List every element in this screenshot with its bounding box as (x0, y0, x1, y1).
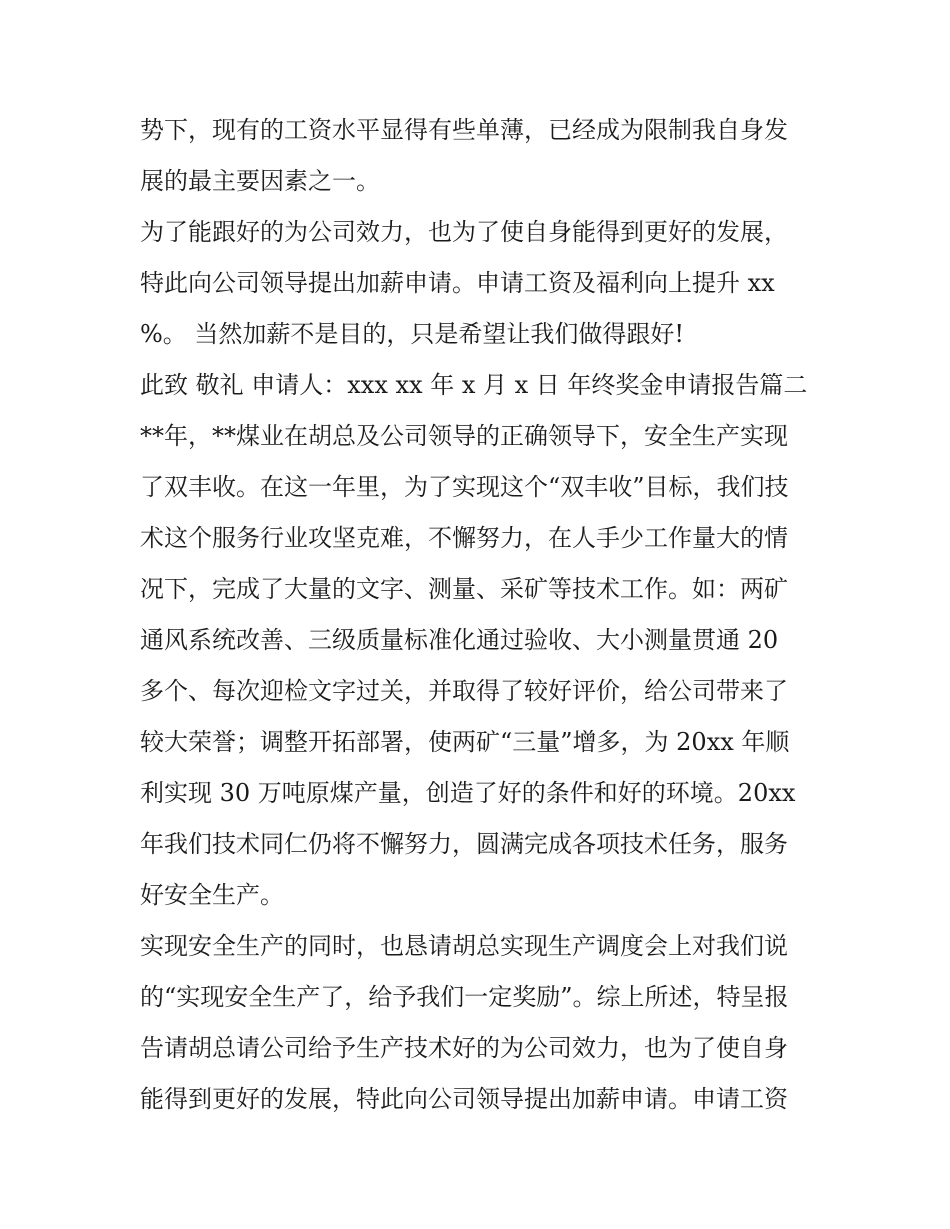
text-line-20: 能得到更好的发展，特此向公司领导提出加薪申请。申请工资 (140, 1085, 788, 1113)
text-line-14: 利实现 30 万吨原煤产量，创造了好的条件和好的环境。20xx (140, 779, 796, 807)
text-line-1: 势下，现有的工资水平显得有些单薄，已经成为限制我自身发 (140, 116, 788, 144)
body-text (140, 105, 830, 1125)
text-line-9: 术这个服务行业攻坚克难，不懈努力，在人手少工作量大的情 (140, 524, 788, 552)
text-line-13: 较大荣誉；调整开拓部署，使两矿“三量”增多，为 20xx 年顺 (140, 728, 790, 756)
text-line-10: 况下，完成了大量的文字、测量、采矿等技术工作。如：两矿 (140, 575, 788, 603)
text-line-11: 通风系统改善、三级质量标准化通过验收、大小测量贯通 20 (140, 626, 779, 654)
text-line-19: 告请胡总请公司给予生产技术好的为公司效力，也为了使自身 (140, 1034, 788, 1062)
text-line-12: 多个、每次迎检文字过关，并取得了较好评价，给公司带来了 (140, 677, 788, 705)
text-line-16: 好安全生产。 (140, 881, 284, 909)
text-line-17: 实现安全生产的同时，也恳请胡总实现生产调度会上对我们说 (140, 932, 788, 960)
text-line-2: 展的最主要因素之一。 (140, 167, 380, 195)
text-line-3: 为了能跟好的为公司效力，也为了使自身能得到更好的发展， (140, 218, 788, 246)
text-line-4: 特此向公司领导提出加薪申请。申请工资及福利向上提升 xx (140, 269, 775, 297)
text-line-7: **年，**煤业在胡总及公司领导的正确领导下，安全生产实现 (140, 422, 788, 450)
text-line-6: 此致 敬礼 申请人：xxx xx 年 x 月 x 日 年终奖金申请报告篇二 (140, 371, 808, 399)
text-line-15: 年我们技术同仁仍将不懈努力，圆满完成各项技术任务，服务 (140, 830, 788, 858)
text-line-5: %。 当然加薪不是目的，只是希望让我们做得跟好! (140, 320, 685, 348)
text-line-8: 了双丰收。在这一年里，为了实现这个“双丰收”目标，我们技 (140, 473, 789, 501)
text-line-18: 的“实现安全生产了，给予我们一定奖励”。综上所述，特呈报 (140, 983, 789, 1011)
